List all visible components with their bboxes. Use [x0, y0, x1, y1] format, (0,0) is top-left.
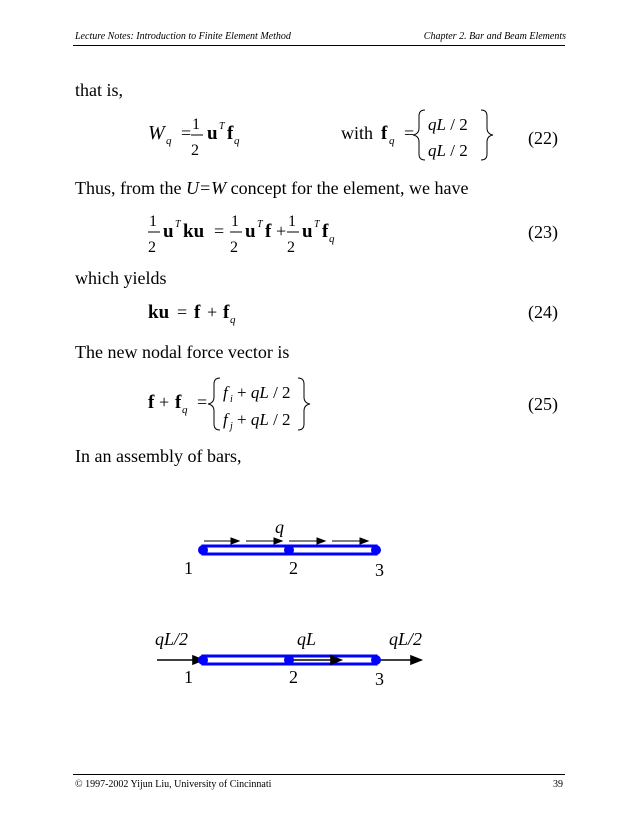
- svg-text:f: f: [265, 221, 272, 242]
- node-label-2-bottom: 2: [289, 667, 298, 687]
- distributed-load-bar: [184, 517, 384, 580]
- svg-text:q: q: [230, 314, 236, 326]
- footer-copyright: © 1997-2002 Yijun Liu, University of Cincinnati: [75, 779, 272, 790]
- with-label: with: [341, 123, 374, 143]
- svg-text:T: T: [314, 219, 320, 230]
- node-2-top: [284, 545, 294, 555]
- svg-text:T: T: [219, 121, 225, 132]
- svg-text:f: f: [175, 392, 182, 413]
- svg-text:q: q: [329, 233, 335, 245]
- footer-rule: [73, 774, 565, 775]
- page-number: 39: [553, 779, 563, 790]
- svg-text:2: 2: [287, 239, 295, 256]
- equivalent-nodal-forces-bar: [155, 629, 422, 689]
- svg-text:1: 1: [192, 116, 200, 133]
- node-1-top: [198, 545, 208, 555]
- svg-text:j: j: [230, 421, 233, 432]
- node-label-3-bottom: 3: [375, 669, 384, 689]
- svg-text:q: q: [182, 404, 188, 416]
- svg-text:u: u: [245, 221, 256, 242]
- svg-text:1: 1: [149, 213, 157, 230]
- text-that-is: that is,: [75, 80, 123, 100]
- force-label-right: qL/2: [389, 629, 423, 649]
- svg-text:qL / 2: qL / 2: [428, 115, 468, 134]
- equation-number-22: (22): [528, 128, 558, 148]
- text-thus-from-uw: Thus, from the U=W concept for the element, we have: [75, 178, 469, 198]
- svg-text:qL / 2: qL / 2: [428, 141, 468, 160]
- force-label-left: qL/2: [155, 629, 189, 649]
- svg-text:T: T: [175, 219, 181, 230]
- svg-text:W: W: [148, 122, 165, 144]
- svg-text:=: =: [404, 123, 415, 143]
- svg-text:2: 2: [148, 239, 156, 256]
- node-label-2-top: 2: [289, 558, 298, 578]
- svg-text:2: 2: [191, 142, 199, 159]
- node-3-bottom: [371, 655, 381, 665]
- svg-text:ku: ku: [183, 221, 205, 242]
- svg-text:f: f: [223, 302, 230, 323]
- svg-text:+: +: [276, 221, 287, 241]
- svg-text:2: 2: [230, 239, 238, 256]
- node-2-bottom: [284, 655, 294, 665]
- equation-number-24: (24): [528, 302, 558, 322]
- svg-text:i: i: [230, 394, 233, 405]
- svg-text:T: T: [257, 219, 263, 230]
- node-label-1-bottom: 1: [184, 667, 193, 687]
- svg-text:f: f: [223, 383, 228, 402]
- node-label-3-top: 3: [375, 560, 384, 580]
- svg-text:+: +: [159, 392, 170, 412]
- svg-text:f: f: [223, 410, 228, 429]
- running-header-chapter: Chapter 2. Bar and Beam Elements: [423, 31, 566, 42]
- running-header-title: Lecture Notes: Introduction to Finite Element Method: [75, 31, 291, 42]
- svg-text:u: u: [163, 221, 174, 242]
- equation-number-25: (25): [528, 394, 558, 414]
- svg-text:q: q: [234, 135, 240, 147]
- svg-text:1: 1: [288, 213, 296, 230]
- svg-text:=: =: [214, 221, 225, 241]
- svg-text:f: f: [227, 123, 234, 144]
- svg-text:f: f: [322, 221, 329, 242]
- svg-text:q: q: [389, 135, 395, 147]
- svg-text:u: u: [302, 221, 313, 242]
- svg-text:f: f: [148, 392, 155, 413]
- equation-number-23: (23): [528, 222, 558, 242]
- svg-text:+ qL / 2: + qL / 2: [237, 410, 291, 429]
- text-which-yields: which yields: [75, 268, 167, 288]
- svg-text:+ qL / 2: + qL / 2: [237, 383, 291, 402]
- svg-text:1: 1: [231, 213, 239, 230]
- svg-text:u: u: [207, 123, 218, 144]
- svg-text:=: =: [197, 392, 208, 412]
- force-label-mid: qL: [297, 629, 317, 649]
- text-new-nodal-force: The new nodal force vector is: [75, 342, 290, 362]
- text-assembly-of-bars: In an assembly of bars,: [75, 446, 242, 466]
- svg-text:f: f: [381, 123, 388, 144]
- svg-text:+: +: [207, 302, 218, 322]
- svg-text:f: f: [194, 302, 201, 323]
- svg-text:=: =: [181, 123, 192, 143]
- load-label-q: q: [275, 517, 284, 537]
- node-1-bottom: [198, 655, 208, 665]
- svg-text:q: q: [166, 135, 172, 147]
- distributed-load-arrows: [204, 538, 368, 544]
- node-label-1-top: 1: [184, 558, 193, 578]
- svg-text:ku: ku: [148, 302, 170, 323]
- node-3-top: [371, 545, 381, 555]
- svg-text:=: =: [177, 302, 188, 322]
